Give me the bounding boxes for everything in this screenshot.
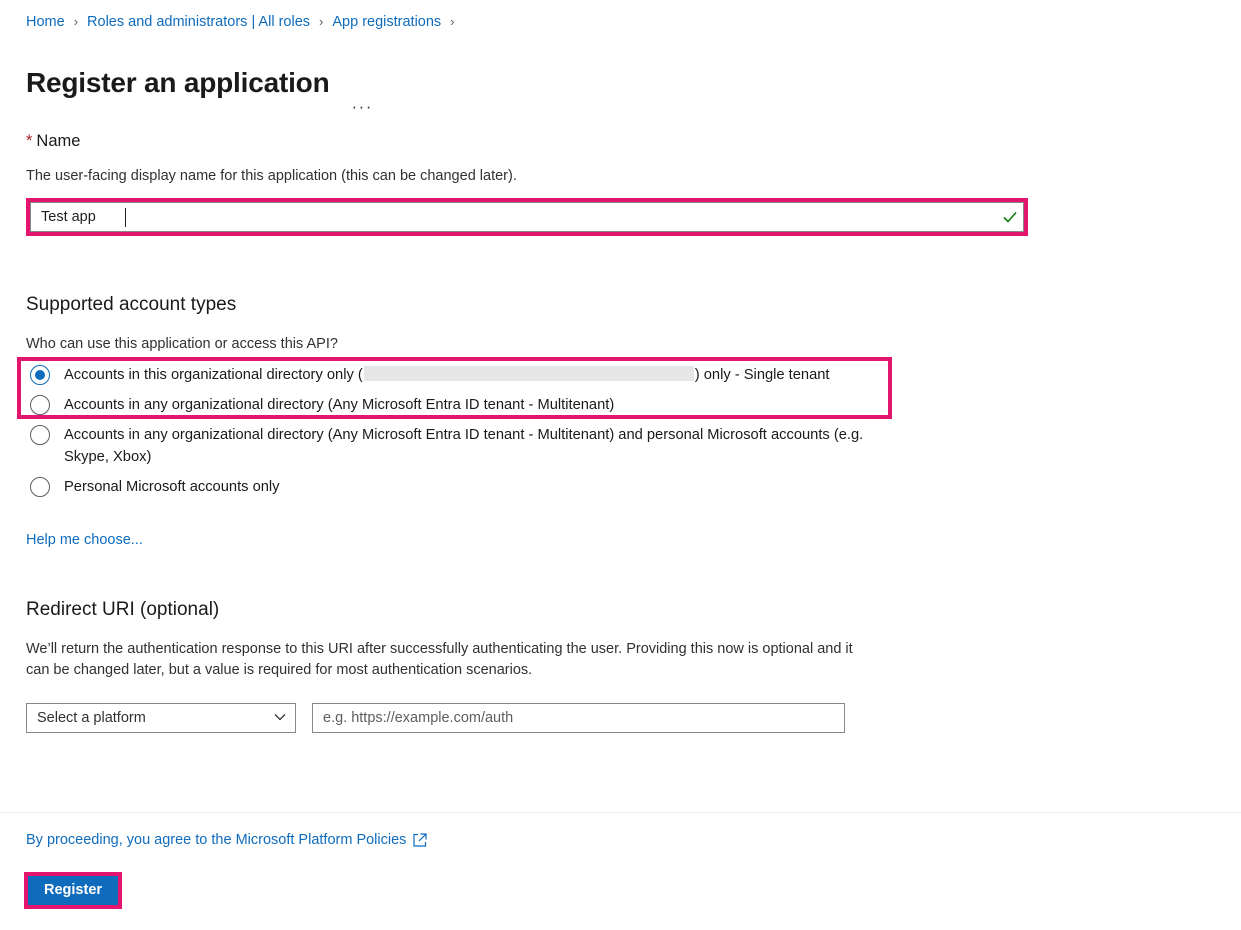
redirect-uri-row — [26, 703, 1076, 733]
supported-account-types-heading: Supported account types — [26, 294, 237, 315]
external-link-icon — [413, 833, 427, 847]
platform-select[interactable] — [26, 703, 296, 733]
checkmark-icon — [997, 209, 1023, 225]
platform-policies-link[interactable] — [26, 832, 427, 848]
breadcrumb-item-roles-and-administrators[interactable]: Roles and administrators | All roles — [87, 14, 311, 30]
name-label-text: Name — [36, 132, 81, 150]
radio-button-personal-only[interactable] — [30, 477, 50, 497]
redirect-uri-input[interactable] — [312, 703, 845, 733]
radio-button-single-tenant[interactable] — [30, 365, 50, 385]
required-marker: * — [26, 132, 33, 150]
page-header — [26, 46, 373, 120]
radio-label-multitenant-and-personal[interactable]: Accounts in any organizational directory (Any Microsoft Entra ID tenant - Multitenant) and personal Microsoft accounts (e.g. Skype, Xbox) — [64, 427, 864, 465]
name-field-highlight — [26, 198, 1028, 236]
breadcrumb-item-app-registrations[interactable]: App registrations — [332, 14, 442, 30]
page-title: Register an application — [26, 66, 330, 98]
radio-option-personal-only[interactable] — [26, 476, 1076, 498]
radio-button-multitenant-and-personal[interactable] — [30, 425, 50, 445]
register-button-highlight — [24, 872, 122, 909]
supported-account-types-subheading: Who can use this application or access this API? — [26, 336, 338, 352]
account-types-radio-group — [26, 364, 1076, 498]
breadcrumb-separator: › — [73, 14, 79, 29]
name-input[interactable] — [31, 203, 997, 231]
redacted-tenant-name — [364, 366, 694, 381]
redirect-uri-heading: Redirect URI (optional) — [26, 599, 220, 620]
registration-form — [26, 130, 1076, 733]
footer-divider — [0, 812, 1241, 813]
breadcrumb-separator: › — [450, 14, 455, 29]
platform-select-value: Select a platform — [37, 710, 146, 726]
breadcrumb-separator: › — [319, 14, 324, 29]
redirect-uri-description: We’ll return the authentication response to this URI after successfully authenticating the user. Providing this now is optional and it can be changed later, but a value is required for most authentication scenarios. — [26, 641, 853, 678]
radio-option-multitenant[interactable] — [26, 394, 1076, 416]
help-me-choose-link[interactable]: Help me choose... — [26, 532, 143, 548]
radio-label-single-tenant-after: ) only - Single tenant — [694, 367, 830, 383]
breadcrumb — [26, 12, 464, 32]
radio-button-multitenant[interactable] — [30, 395, 50, 415]
radio-label-personal-only[interactable]: Personal Microsoft accounts only — [64, 479, 280, 495]
radio-option-single-tenant[interactable] — [26, 364, 1076, 386]
chevron-down-icon — [274, 713, 286, 724]
platform-policies-text: By proceeding, you agree to the Microsoft Platform Policies — [26, 832, 407, 848]
radio-label-single-tenant-before: Accounts in this organizational directory only ( — [64, 367, 363, 383]
register-button[interactable]: Register — [28, 876, 118, 905]
radio-option-multitenant-and-personal[interactable] — [26, 424, 1076, 468]
radio-label-single-tenant[interactable] — [64, 364, 830, 386]
more-actions-icon[interactable]: ··· — [351, 96, 373, 116]
name-input-wrapper[interactable] — [30, 202, 1024, 232]
text-caret — [125, 208, 126, 227]
radio-label-multitenant[interactable]: Accounts in any organizational directory (Any Microsoft Entra ID tenant - Multitenant) — [64, 397, 615, 413]
breadcrumb-item-home[interactable]: Home — [26, 14, 65, 30]
name-description: The user-facing display name for this application (this can be changed later). — [26, 168, 517, 184]
name-label — [26, 130, 1076, 152]
